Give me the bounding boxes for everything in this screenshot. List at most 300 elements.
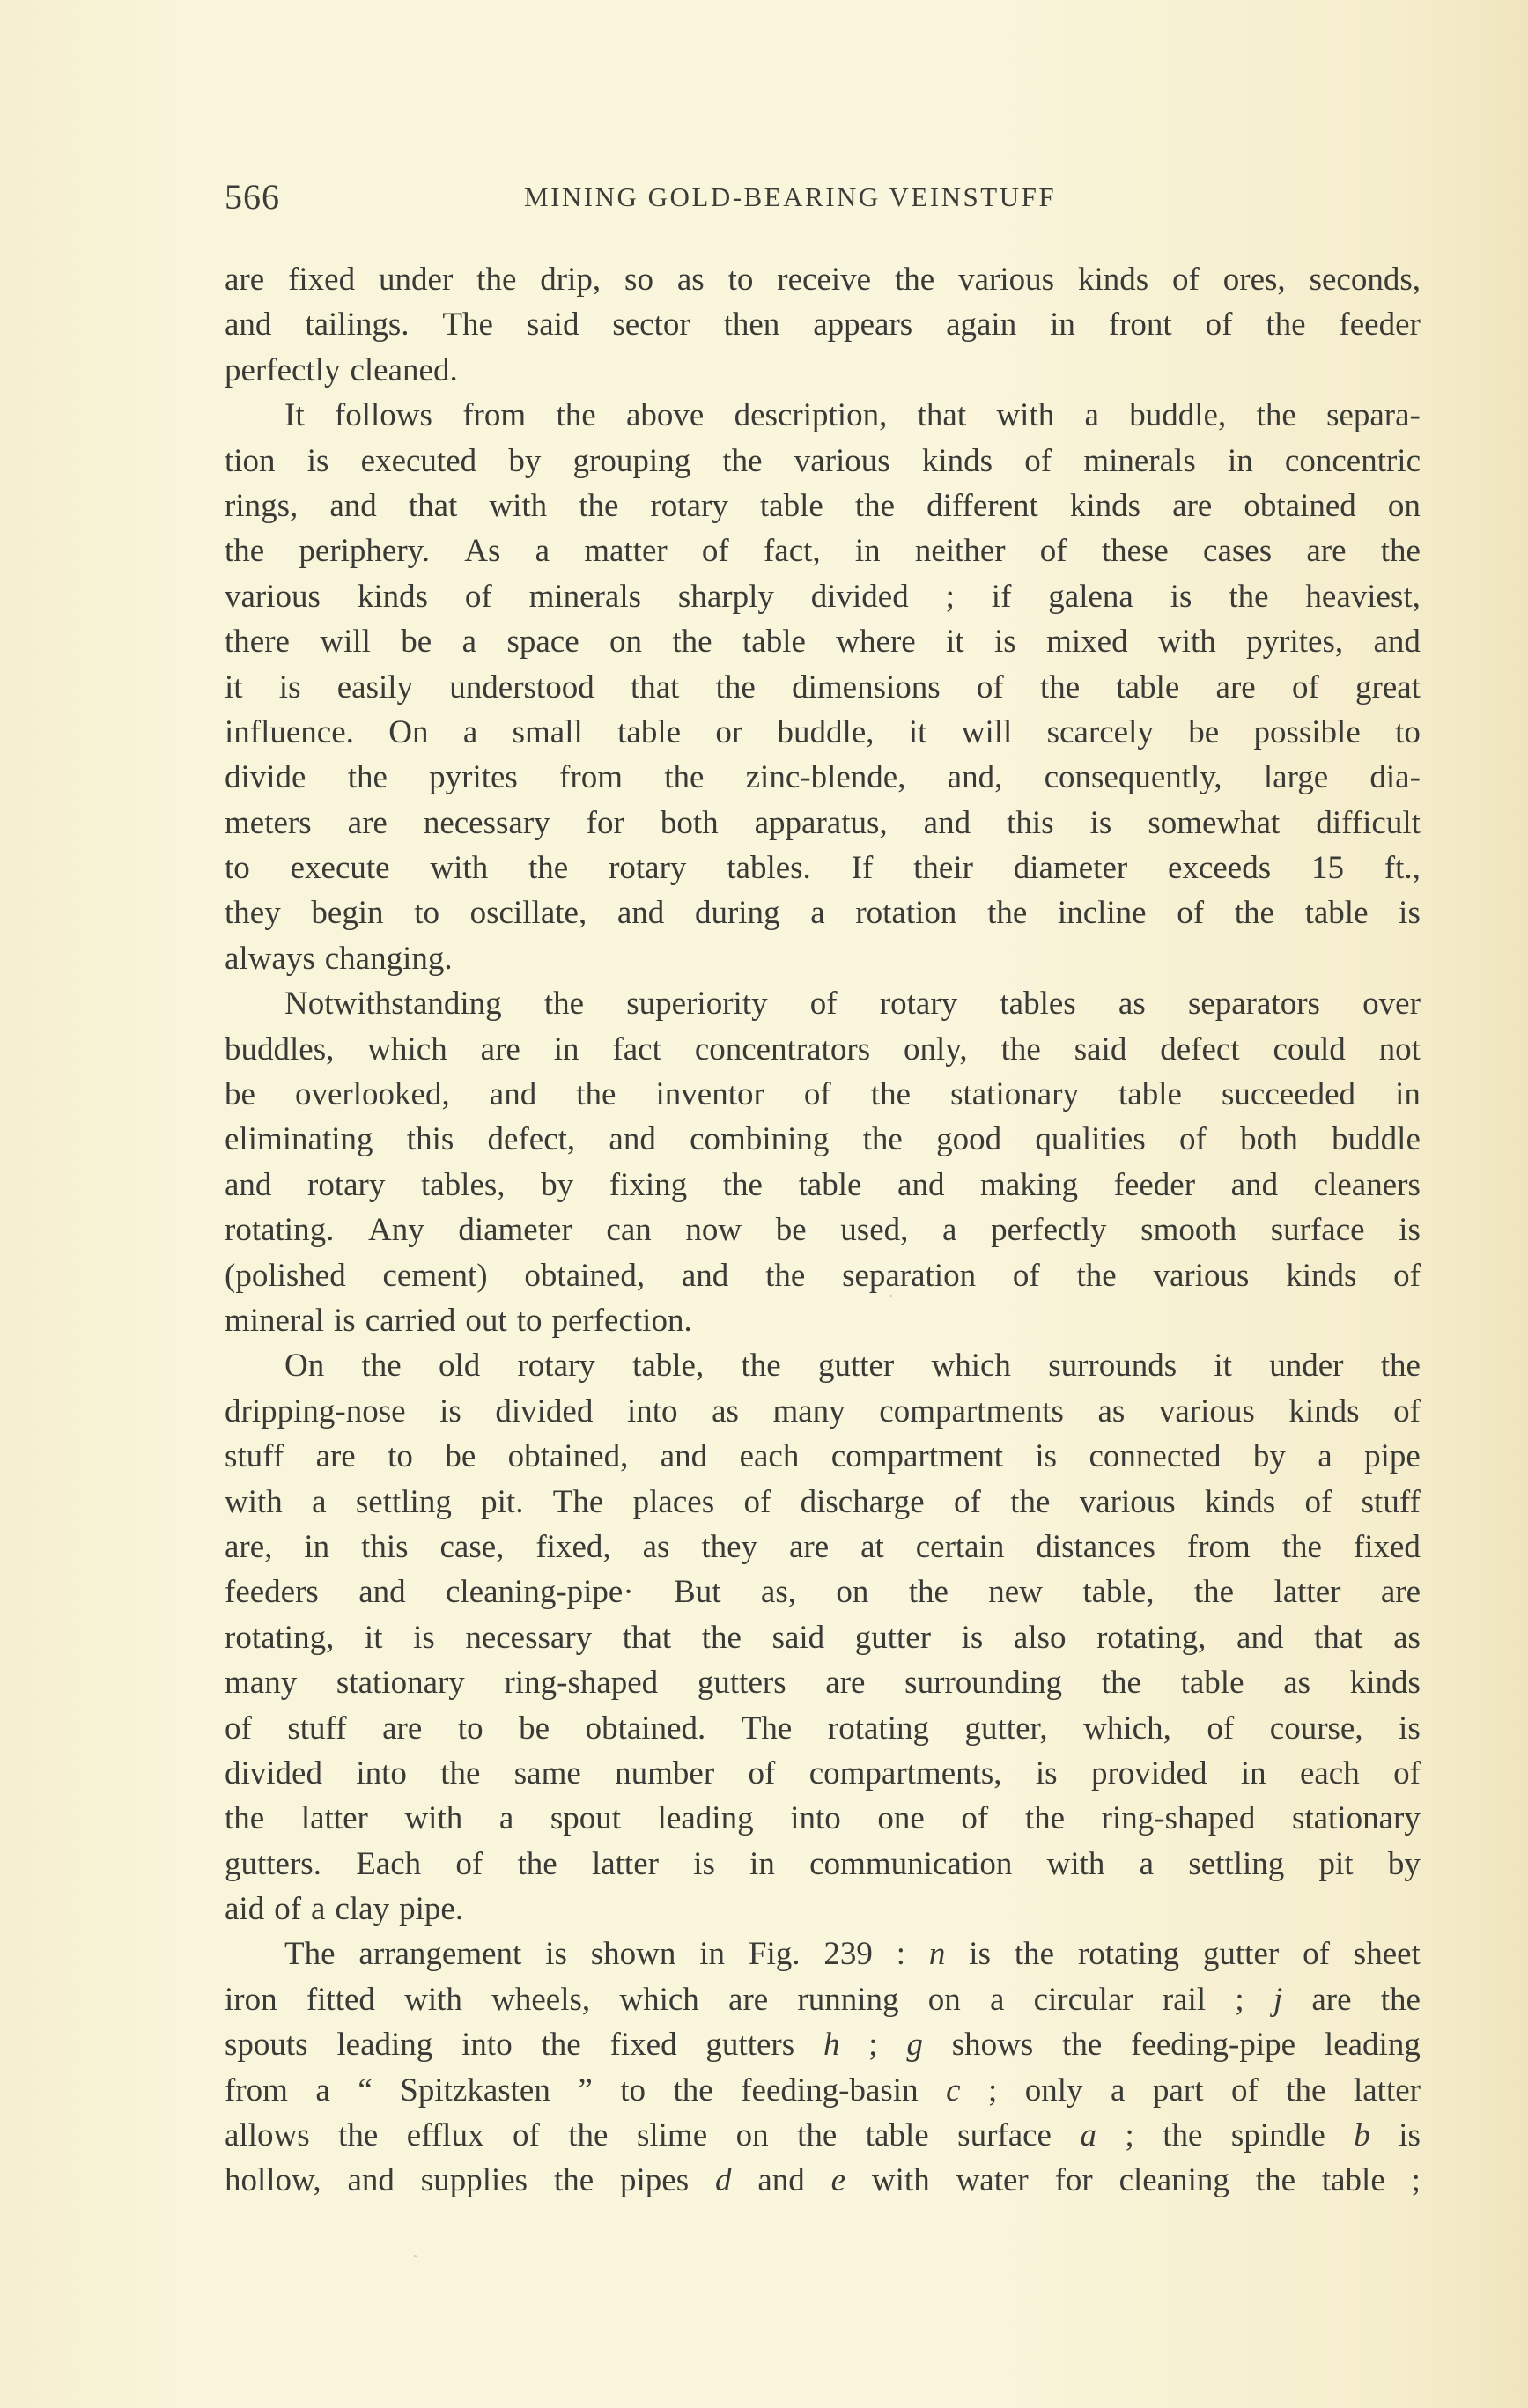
- page-number: 566: [225, 177, 280, 217]
- running-head: MINING GOLD-BEARING VEINSTUFF: [524, 181, 1057, 212]
- word: into: [626, 1392, 678, 1429]
- text-line: [225, 1796, 1421, 1841]
- word: the: [1380, 533, 1421, 570]
- word: of: [1207, 1710, 1235, 1747]
- word: which: [619, 1981, 699, 2018]
- word: by: [1387, 1845, 1421, 1882]
- word: under: [379, 262, 454, 298]
- word: could: [1273, 1030, 1346, 1067]
- word: to: [516, 1302, 543, 1339]
- word: settling: [1188, 1845, 1285, 1882]
- text-line: [225, 2113, 1421, 2158]
- word: smooth: [1140, 1212, 1237, 1249]
- text-line: [225, 484, 1421, 528]
- word: seconds,: [1309, 262, 1421, 298]
- word: rotating: [1077, 1936, 1180, 1973]
- word: It: [284, 397, 305, 434]
- word: the: [1380, 1981, 1421, 2018]
- word: cleaned.: [350, 351, 458, 388]
- word: are: [347, 804, 388, 841]
- word: tables: [1000, 986, 1076, 1023]
- text-line: [225, 981, 1421, 1026]
- figure-reference-letter: h: [823, 2027, 840, 2064]
- word: the: [765, 1257, 806, 1294]
- word: the: [854, 487, 896, 524]
- word: obtained.: [585, 1710, 706, 1747]
- word: both: [1240, 1121, 1298, 1158]
- word: in: [749, 1845, 775, 1882]
- word: various: [1153, 1257, 1250, 1294]
- word: perfection.: [551, 1302, 692, 1339]
- text-line: [225, 710, 1421, 755]
- word: buddle: [1332, 1121, 1421, 1158]
- word: and: [329, 487, 377, 524]
- text-line: [225, 1615, 1421, 1660]
- text-line: [225, 846, 1421, 890]
- word: of: [1230, 2072, 1259, 2109]
- word: is: [1399, 895, 1421, 932]
- word: heaviest,: [1305, 578, 1421, 615]
- word: are: [1311, 1981, 1352, 2018]
- text-line: [225, 1977, 1421, 2022]
- word: table,: [632, 1348, 705, 1385]
- word: concentrators: [694, 1030, 871, 1067]
- word: be: [519, 1710, 550, 1747]
- word: rotary: [650, 487, 728, 524]
- word: under: [1269, 1348, 1344, 1385]
- word: tables,: [420, 1166, 506, 1203]
- word: the: [673, 2072, 713, 2109]
- word: gutters: [697, 1665, 786, 1702]
- word: one: [877, 1800, 925, 1837]
- word: and: [1230, 1166, 1279, 1203]
- word: is: [1035, 1438, 1058, 1475]
- word: both: [660, 804, 719, 841]
- word: large: [1263, 759, 1329, 796]
- word: the: [440, 1754, 481, 1791]
- word: understood: [449, 668, 594, 705]
- word: making: [980, 1166, 1079, 1203]
- word: Each: [356, 1845, 422, 1882]
- word: execute: [290, 850, 390, 887]
- word: then: [723, 307, 780, 343]
- word: that: [1314, 1619, 1363, 1656]
- word: gutters.: [225, 1845, 321, 1882]
- word: superiority: [626, 986, 768, 1023]
- word: fixed: [1353, 1528, 1421, 1565]
- word: only: [1024, 2072, 1083, 2109]
- word: neither: [914, 533, 1006, 570]
- word: gutter: [1202, 1936, 1280, 1973]
- word: to: [457, 1710, 483, 1747]
- word: [1354, 2113, 1370, 2158]
- word: are: [728, 1981, 769, 2018]
- word: of: [1177, 895, 1205, 932]
- word: and: [681, 1257, 729, 1294]
- word: cleaning: [1118, 2162, 1229, 2199]
- word: stationary: [950, 1076, 1079, 1113]
- word: it: [946, 624, 964, 661]
- word: of: [1393, 1257, 1421, 1294]
- word: they: [225, 895, 281, 932]
- word: sheet: [1353, 1936, 1421, 1973]
- word: qualities: [1035, 1121, 1146, 1158]
- word: circular: [1033, 1981, 1133, 2018]
- word: the: [1380, 1348, 1421, 1385]
- word: [929, 1932, 946, 1976]
- word: influence.: [225, 713, 354, 750]
- word: and: [1236, 1619, 1284, 1656]
- word: said: [771, 1619, 825, 1656]
- word: good: [936, 1121, 1002, 1158]
- word: ring-shaped: [504, 1665, 659, 1702]
- word: cleaners: [1313, 1166, 1421, 1203]
- word: latter: [1353, 2072, 1421, 2109]
- word: the: [1281, 1528, 1322, 1565]
- word: ”: [578, 2072, 593, 2109]
- word: at: [860, 1528, 884, 1565]
- word: the: [528, 850, 569, 887]
- word: On: [284, 1348, 325, 1385]
- word: the: [556, 397, 596, 434]
- word: many: [772, 1392, 845, 1429]
- word: table: [1180, 1665, 1244, 1702]
- word: fact,: [763, 533, 821, 570]
- word: each: [1299, 1754, 1360, 1791]
- word: kinds: [1286, 1257, 1357, 1294]
- word: by: [1252, 1438, 1286, 1475]
- word: the: [1234, 895, 1274, 932]
- word: are: [480, 1030, 520, 1067]
- text-line: [225, 1208, 1421, 1252]
- word: the: [1000, 1030, 1041, 1067]
- word: gutter: [817, 1348, 895, 1385]
- word: ;: [988, 2072, 998, 2109]
- word: The: [284, 1936, 336, 1973]
- word: of: [743, 1483, 771, 1520]
- word: a: [989, 1981, 1005, 2018]
- word: table: [1321, 2162, 1385, 2199]
- word: the: [987, 895, 1028, 932]
- word: kinds: [1288, 1392, 1360, 1429]
- word: into: [461, 2027, 513, 2064]
- word: in: [1227, 442, 1253, 479]
- word: a: [315, 2072, 330, 2109]
- word: succeeded: [1222, 1076, 1356, 1113]
- word: mixed: [1046, 624, 1128, 661]
- word: settling: [355, 1483, 452, 1520]
- word: the: [1010, 1483, 1051, 1520]
- word: of: [748, 1754, 776, 1791]
- word: efflux: [406, 2117, 484, 2154]
- word: the: [894, 262, 935, 298]
- text-line: [225, 936, 1421, 981]
- word: feeding-basin: [741, 2072, 919, 2109]
- word: ;: [868, 2027, 878, 2064]
- word: pipe: [1364, 1438, 1421, 1475]
- word: surrounds: [1048, 1348, 1177, 1385]
- word: of: [1024, 442, 1052, 479]
- word: buddle,: [777, 713, 875, 750]
- word: “: [358, 2072, 373, 2109]
- word: is: [334, 1302, 356, 1339]
- word: kinds: [921, 442, 993, 479]
- word: shown: [590, 1936, 676, 1973]
- word: which: [931, 1348, 1011, 1385]
- word: different: [926, 487, 1038, 524]
- word: separa-: [1326, 397, 1421, 434]
- word: a: [461, 624, 477, 661]
- word: to: [388, 1438, 413, 1475]
- word: cleaning-pipe·: [446, 1574, 634, 1611]
- word: shows: [951, 2027, 1034, 2064]
- word: their: [913, 850, 973, 887]
- word: stationary: [336, 1665, 465, 1702]
- word: scarcely: [1046, 713, 1154, 750]
- word: as: [712, 1392, 739, 1429]
- word: carried: [365, 1302, 456, 1339]
- word: is: [1035, 1754, 1058, 1791]
- word: the: [715, 668, 756, 705]
- word: which,: [1083, 1710, 1171, 1747]
- word: feeders: [225, 1574, 319, 1611]
- word: [946, 2068, 960, 2113]
- word: difficult: [1316, 804, 1421, 841]
- word: the: [862, 1121, 903, 1158]
- word: of: [1039, 533, 1067, 570]
- word: part: [1152, 2072, 1204, 2109]
- text-line: [225, 348, 1421, 393]
- word: said: [1074, 1030, 1127, 1067]
- word: matter: [584, 533, 668, 570]
- word: of: [274, 1891, 302, 1928]
- word: exceeds: [1168, 850, 1272, 887]
- word: the: [672, 624, 712, 661]
- word: that: [408, 487, 458, 524]
- word: compartment: [830, 1438, 1003, 1475]
- word: [831, 2158, 845, 2203]
- word: also: [1013, 1619, 1067, 1656]
- word: buddle,: [1129, 397, 1227, 434]
- word: mineral: [225, 1302, 325, 1339]
- word: stuff: [287, 1710, 347, 1747]
- word: of: [1179, 1121, 1207, 1158]
- text-line: [225, 393, 1421, 438]
- word: are: [1380, 1574, 1421, 1611]
- word: description,: [734, 397, 888, 434]
- word: But: [674, 1574, 721, 1611]
- text-line: [225, 2022, 1421, 2067]
- word: inventor: [655, 1076, 764, 1113]
- word: pit.: [481, 1483, 524, 1520]
- text-line: [225, 1570, 1421, 1614]
- word: the: [797, 2117, 838, 2154]
- word: table: [1118, 1076, 1182, 1113]
- word: minerals: [1083, 442, 1196, 479]
- word: table: [865, 2117, 929, 2154]
- text-line: [225, 2068, 1421, 2113]
- word: a: [810, 895, 825, 932]
- figure-reference-letter: d: [714, 2162, 732, 2199]
- text-line: [225, 302, 1421, 347]
- word: pyrites: [429, 759, 518, 796]
- word: rotating,: [225, 1619, 335, 1656]
- word: the: [225, 1800, 265, 1837]
- word: somewhat: [1148, 804, 1281, 841]
- word: there: [225, 624, 290, 661]
- word: periphery.: [299, 533, 431, 570]
- word: kinds: [1077, 262, 1149, 298]
- word: The: [442, 307, 493, 343]
- word: with: [430, 850, 489, 887]
- word: kinds: [1069, 487, 1141, 524]
- word: table: [1116, 668, 1180, 705]
- word: distances: [1036, 1528, 1155, 1565]
- word: for: [586, 804, 624, 841]
- word: are: [1215, 668, 1256, 705]
- word: with: [871, 2162, 930, 2199]
- word: are: [225, 262, 265, 298]
- word: zinc-blende,: [745, 759, 906, 796]
- word: divide: [225, 759, 306, 796]
- word: as,: [760, 1574, 796, 1611]
- word: rings,: [225, 487, 299, 524]
- word: be: [225, 1076, 255, 1113]
- word: table: [617, 713, 682, 750]
- word: clay: [335, 1891, 390, 1928]
- word: in: [1395, 1076, 1421, 1113]
- word: are: [825, 1665, 866, 1702]
- word: table: [759, 487, 823, 524]
- word: a: [1139, 1845, 1155, 1882]
- word: iron: [225, 1981, 277, 2018]
- word: of: [976, 668, 1004, 705]
- figure-reference-letter: j: [1273, 1981, 1283, 2018]
- word: the: [576, 1076, 616, 1113]
- word: rotary: [879, 986, 958, 1023]
- word: with: [225, 1483, 283, 1520]
- word: in: [553, 1030, 579, 1067]
- word: the: [1229, 578, 1269, 615]
- word: into: [356, 1754, 407, 1791]
- word: a: [498, 1800, 514, 1837]
- word: sector: [612, 307, 690, 343]
- word: is: [1399, 1710, 1421, 1747]
- text-line: [225, 890, 1421, 935]
- word: to: [414, 895, 439, 932]
- word: stuff: [1361, 1483, 1421, 1520]
- text-line: [225, 619, 1421, 664]
- word: slime: [636, 2117, 708, 2154]
- word: of: [1012, 1257, 1040, 1294]
- word: is: [545, 1936, 567, 1973]
- text-line: [225, 1163, 1421, 1208]
- text-line: [225, 1389, 1421, 1434]
- word: dimensions: [792, 668, 941, 705]
- word: are: [1306, 533, 1347, 570]
- word: hollow,: [225, 2162, 321, 2199]
- word: necessary: [465, 1619, 593, 1656]
- word: the: [1039, 668, 1081, 705]
- word: and,: [947, 759, 1003, 796]
- word: combining: [690, 1121, 830, 1158]
- word: and: [609, 1121, 656, 1158]
- word: and: [660, 1438, 708, 1475]
- word: arrangement: [358, 1936, 522, 1973]
- word: used,: [840, 1212, 909, 1249]
- word: fixing: [609, 1166, 688, 1203]
- word: from: [1186, 1528, 1251, 1565]
- word: this: [406, 1121, 454, 1158]
- word: space: [506, 624, 579, 661]
- word: now: [685, 1212, 742, 1249]
- text-line: [225, 2158, 1421, 2203]
- text-line: [225, 1751, 1421, 1796]
- word: of: [225, 1710, 252, 1747]
- word: gutter,: [964, 1710, 1048, 1747]
- word: provided: [1090, 1754, 1207, 1791]
- word: latter: [591, 1845, 659, 1882]
- word: apparatus,: [754, 804, 888, 841]
- word: this: [361, 1528, 409, 1565]
- word: the: [741, 1348, 781, 1385]
- word: be: [401, 624, 432, 661]
- word: [1273, 1977, 1282, 2022]
- word: above: [626, 397, 705, 434]
- word: on: [609, 624, 643, 661]
- word: [906, 2022, 923, 2067]
- word: with: [1046, 1845, 1105, 1882]
- word: as: [1118, 986, 1146, 1023]
- word: On: [388, 713, 429, 750]
- word: dia-: [1369, 759, 1421, 796]
- word: Any: [367, 1212, 424, 1249]
- word: is: [1089, 804, 1112, 841]
- word: fixed: [609, 2027, 677, 2064]
- word: sharply: [677, 578, 774, 615]
- word: on: [1387, 487, 1421, 524]
- word: of: [1303, 1936, 1330, 1973]
- word: the: [1014, 1936, 1055, 1973]
- word: with: [404, 1800, 463, 1837]
- word: divided: [495, 1392, 594, 1429]
- word: said: [526, 307, 579, 343]
- word: buddles,: [225, 1030, 335, 1067]
- word: spouts: [225, 2027, 308, 2064]
- word: a: [942, 1212, 957, 1249]
- word: necessary: [423, 804, 550, 841]
- word: leading: [336, 2027, 433, 2064]
- word: of: [1304, 1483, 1332, 1520]
- word: divided: [810, 578, 909, 615]
- word: the: [1266, 307, 1306, 343]
- word: table,: [1082, 1574, 1155, 1611]
- word: to: [620, 2072, 646, 2109]
- text-line: [225, 801, 1421, 846]
- word: is: [306, 442, 329, 479]
- word: rotating: [827, 1710, 929, 1747]
- word: is: [994, 624, 1016, 661]
- word: rotating,: [1096, 1619, 1207, 1656]
- word: in: [1240, 1754, 1266, 1791]
- word: it: [908, 713, 927, 750]
- word: the: [579, 487, 619, 524]
- word: in: [304, 1528, 330, 1565]
- word: separators: [1187, 986, 1320, 1023]
- word: tailings.: [305, 307, 410, 343]
- word: incline: [1057, 895, 1147, 932]
- word: separation: [842, 1257, 977, 1294]
